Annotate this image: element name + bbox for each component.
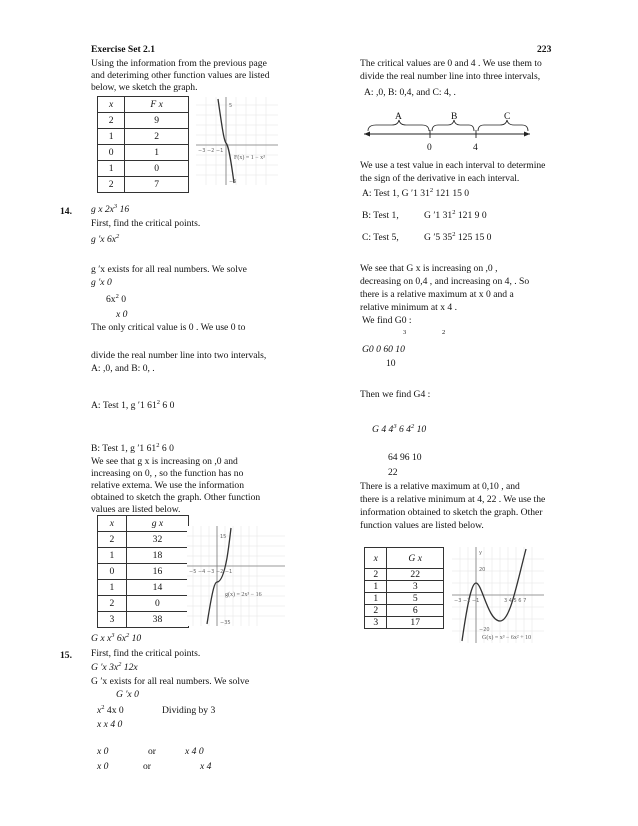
find-G0: We find G0 : [362, 315, 412, 326]
ex14-para-1: We see that g x is increasing on ,0 and [91, 456, 238, 467]
graph-G-label: G(x) = x³ − 6x² + 10 [482, 635, 532, 641]
svg-text:−20: −20 [479, 627, 490, 633]
svg-text:20: 20 [479, 567, 486, 573]
table-row [98, 612, 189, 628]
table-header: G x [387, 548, 444, 569]
ex14-line-9: A: ,0, and B: 0, . [91, 363, 155, 374]
table-cell: 16 [126, 564, 188, 580]
table-cell: 1 [98, 548, 127, 564]
ex14-equation: g x $2x^3$ 16 [91, 203, 130, 215]
ex14-line-6: x 0 [116, 309, 128, 320]
g4-line-2: 64 96 10 [388, 452, 422, 463]
table-row [365, 617, 444, 629]
test-C: G ′5 $35^2$ 125 15 0 [424, 231, 492, 243]
g0-result: 10 [386, 358, 396, 369]
table-cell: 2 [365, 569, 387, 581]
table-cell: 2 [125, 129, 189, 145]
table-cell: 1 [98, 161, 125, 177]
graph-g-label: g(x) = 2x³ − 16 [225, 592, 262, 598]
table-cell: 1 [365, 593, 387, 605]
table-header: g x [126, 516, 188, 532]
table-cell: 38 [126, 612, 188, 628]
table-header: x [98, 516, 127, 532]
find-G4: Then we find G4 : [360, 389, 431, 400]
ex15-line-6: x x 4 0 [97, 719, 123, 730]
table-cell: 5 [387, 593, 444, 605]
intro-line-3: below, we sketch the graph. [91, 82, 198, 93]
intro-line-1: Using the information from the previous page [91, 58, 267, 69]
table-row [98, 564, 189, 580]
ex15-note: Dividing by 3 [162, 705, 216, 716]
values-table-g [97, 515, 189, 628]
g4-line: G 4 $4^3$ 6 $4^2$ 10 [372, 423, 427, 435]
ex14-para-3: relative extema. We use the information [91, 480, 245, 491]
svg-text:−3 −2 −1: −3 −2 −1 [454, 598, 480, 604]
table-row [98, 177, 189, 193]
values-table-G [364, 547, 444, 629]
test-B-label: B: Test 1, [362, 210, 399, 221]
svg-text:−3 −2 −1: −3 −2 −1 [198, 148, 224, 154]
table-row [98, 113, 189, 129]
table-cell: 9 [125, 113, 189, 129]
ex14-test-B: B: Test 1, g ′1 $61^2$ 6 0 [91, 442, 174, 454]
table-cell: 1 [98, 129, 125, 145]
svg-text:5: 5 [229, 103, 233, 109]
table-cell: 0 [125, 161, 189, 177]
ex14-derivative: g ′x $6x^2$ [91, 233, 120, 245]
svg-text:−5 −4 −3 −2 −1: −5 −4 −3 −2 −1 [189, 569, 233, 575]
table-header: F x [125, 97, 189, 113]
ex15-line-8b: or [143, 761, 151, 772]
right-para-4-line-1: There is a relative maximum at 0,10 , and [360, 481, 520, 492]
right-intervals: A: ,0, B: 0,4, and C: 4, . [364, 87, 456, 98]
table-cell: 18 [126, 548, 188, 564]
table-cell: 1 [365, 581, 387, 593]
exercise-set-title: Exercise Set 2.1 [91, 44, 156, 55]
ex15-line-8c: x 4 [200, 761, 212, 772]
right-para-3-line-3: there is a relative maximum at x 0 and a [360, 289, 514, 300]
table-cell: 14 [126, 580, 188, 596]
ex15-line-8a: x 0 [97, 761, 109, 772]
table-cell: 3 [98, 612, 127, 628]
table-cell: 1 [125, 145, 189, 161]
ex15-equation: G x $x^3$ $6x^2$ 10 [91, 632, 142, 644]
svg-text:−35: −35 [220, 620, 231, 626]
intro-line-2: and deteriming other function values are listed [91, 70, 270, 81]
table-row [98, 161, 189, 177]
graph-F [196, 97, 278, 185]
ex14-line-8: divide the real number line into two intervals, [91, 350, 267, 361]
right-para-3-line-4: relative minimum at x 4 . [360, 302, 457, 313]
right-para-3-line-1: We see that G x is increasing on ,0 , [360, 263, 498, 274]
table-row [98, 580, 189, 596]
table-row [98, 596, 189, 612]
ex14-para-4: obtained to sketch the graph. Other function [91, 492, 261, 503]
graph-g [187, 526, 285, 626]
ex15-line-4: G ′x 0 [116, 689, 139, 700]
g0-line: G0 0 60 10 [362, 344, 405, 355]
graph-F-label: F(x) = 1 − x³ [234, 155, 265, 161]
ex15-line-7a: x 0 [97, 746, 109, 757]
table-cell: 2 [365, 605, 387, 617]
right-para-1-line-2: divide the real number line into three intervals, [360, 71, 541, 82]
table-cell: 6 [387, 605, 444, 617]
table-cell: 17 [387, 617, 444, 629]
right-para-2-line-2: the sign of the derivative in each interval. [360, 173, 520, 184]
tick-label-0: 0 [427, 143, 432, 153]
table-cell: 2 [98, 532, 127, 548]
ex15-derivative: G ′x $3x^2$ 12x [91, 661, 138, 673]
test-B: G ′1 $31^2$ 121 9 0 [424, 209, 487, 221]
table-cell: 2 [98, 596, 127, 612]
ex14-line-3: g ′x exists for all real numbers. We solve [91, 264, 247, 275]
svg-text:y: y [479, 550, 482, 556]
table-row [365, 569, 444, 581]
test-C-label: C: Test 5, [362, 232, 399, 243]
table-cell: 1 [98, 580, 127, 596]
interval-label-C: C [504, 112, 511, 122]
right-para-4-line-4: function values are listed below. [360, 520, 484, 531]
interval-label-A: A [395, 112, 402, 122]
ex14-line-5: $6x^2$ 0 [106, 293, 127, 305]
table-row [365, 581, 444, 593]
table-cell: 22 [387, 569, 444, 581]
ex14-para-2: increasing on 0, , so the function has no [91, 468, 244, 479]
table-cell: 0 [98, 564, 127, 580]
exercise-14-number: 14. [60, 206, 72, 217]
right-para-4-line-2: there is a relative minimum at 4, 22 . We use the [360, 494, 546, 505]
table-cell: 0 [126, 596, 188, 612]
graph-G [452, 547, 544, 643]
table-cell: 7 [125, 177, 189, 193]
tick-label-4: 4 [473, 143, 478, 153]
ex15-line-5: $x^2$ 4x 0 [97, 704, 124, 716]
page-number: 223 [537, 44, 552, 55]
table-cell: 2 [98, 113, 125, 129]
ex14-para-5: values are listed below. [91, 504, 181, 515]
right-para-2-line-1: We use a test value in each interval to determine [360, 160, 546, 171]
table-row [365, 605, 444, 617]
ex15-line-7b: or [148, 746, 156, 757]
g4-line-3: 22 [388, 467, 398, 478]
right-para-1-line-1: The critical values are 0 and 4 . We use them to [360, 58, 542, 69]
ex15-line-3: G ′x exists for all real numbers. We solve [91, 676, 250, 687]
ex14-line-1: First, find the critical points. [91, 218, 201, 229]
exercise-15-number: 15. [60, 650, 72, 661]
g0-exponent-3: 3 [403, 329, 407, 336]
table-row [98, 532, 189, 548]
ex14-line-7: The only critical value is 0 . We use 0 to [91, 322, 246, 333]
ex14-line-4: g ′x 0 [91, 277, 112, 288]
table-header: x [98, 97, 125, 113]
values-table-F [97, 96, 189, 193]
table-row [365, 593, 444, 605]
test-A: A: Test 1, G ′1 $31^2$ 121 15 0 [362, 187, 470, 199]
svg-text:−5: −5 [229, 179, 237, 185]
table-cell: 2 [98, 177, 125, 193]
table-row [98, 129, 189, 145]
table-row [98, 548, 189, 564]
table-row [98, 145, 189, 161]
svg-text:15: 15 [220, 534, 227, 540]
g0-exponent-2: 2 [442, 329, 446, 336]
table-cell: 3 [365, 617, 387, 629]
table-cell: 3 [387, 581, 444, 593]
table-header: x [365, 548, 387, 569]
right-para-3-line-2: decreasing on 0,4 , and increasing on 4, . So [360, 276, 530, 287]
ex15-line-7c: x 4 0 [185, 746, 204, 757]
right-para-4-line-3: information obtained to sketch the graph. Other [360, 507, 543, 518]
table-cell: 0 [98, 145, 125, 161]
interval-label-B: B [451, 112, 458, 122]
ex14-test-A: A: Test 1, g ′1 $61^2$ 6 0 [91, 399, 175, 411]
number-line [362, 110, 532, 156]
table-cell: 32 [126, 532, 188, 548]
ex15-line-1: First, find the critical points. [91, 648, 201, 659]
svg-text:3 4 5 6 7: 3 4 5 6 7 [504, 598, 527, 604]
